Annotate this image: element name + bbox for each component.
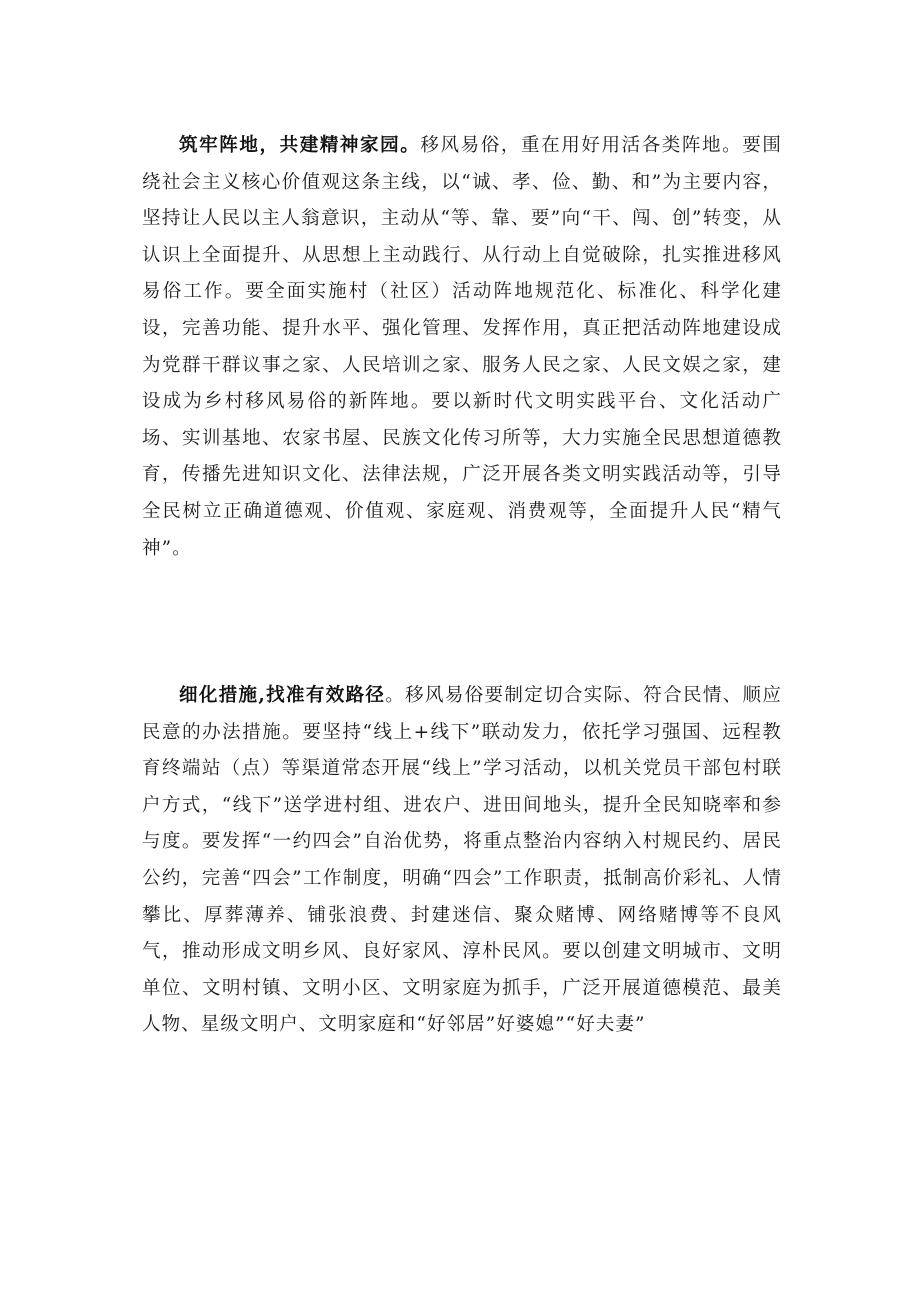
paragraph-1-heading: 筑牢阵地，共建精神家园。	[179, 135, 421, 156]
paragraph-1	[142, 128, 782, 567]
paragraph-1-body: 移风易俗，重在用好用活各类阵地。要围绕社会主义核心价值观这条主线，以“诚、孝、俭、勤、和”为主要内容，坚持让人民以主人翁意识，主动从“等、靠、要”向“干、闯、创”转变，从认识上全面提升、从思想上主动践行、从行动上自觉破除，扎实推进移风易俗工作。要全面实施村（社区）活动阵地规范化、标准化、科学化建设，完善功能、提升水平、强化管理、发挥作用，真正把活动阵地建设成为党群干群议事之家、人民培训之家、服务人民之家、人民文娱之家，建设成为乡村移风易俗的新阵地。要以新时代文明实践平台、文化活动广场、实训基地、农家书屋、民族文化传习所等，大力实施全民思想道德教育，传播先进知识文化、法律法规，广泛开展各类文明实践活动等，引导全民树立正确道德观、价值观、家庭观、消费观等，全面提升人民“精气神”。	[142, 135, 782, 559]
paragraph-2-heading: 细化措施,找准有效路径	[179, 685, 386, 706]
paragraph-2	[142, 678, 782, 1044]
paragraph-2-body: 。移风易俗要制定切合实际、符合民情、顺应民意的办法措施。要坚持“线上+线下”联动发力，依托学习强国、远程教育终端站（点）等渠道常态开展“线上”学习活动，以机关党员干部包村联户方式，“线下”送学进村组、进农户、进田间地头，提升全民知晓率和参与度。要发挥“一约四会”自治优势，将重点整治内容纳入村规民约、居民公约，完善“四会”工作制度，明确“四会”工作职责，抵制高价彩礼、人情攀比、厚葬薄养、铺张浪费、封建迷信、聚众赌博、网络赌博等不良风气，推动形成文明乡风、良好家风、淳朴民风。要以创建文明城市、文明单位、文明村镇、文明小区、文明家庭为抓手，广泛开展道德模范、最美人物、星级文明户、文明家庭和“好邻居”好婆媳”“好夫妻”	[142, 685, 782, 1036]
